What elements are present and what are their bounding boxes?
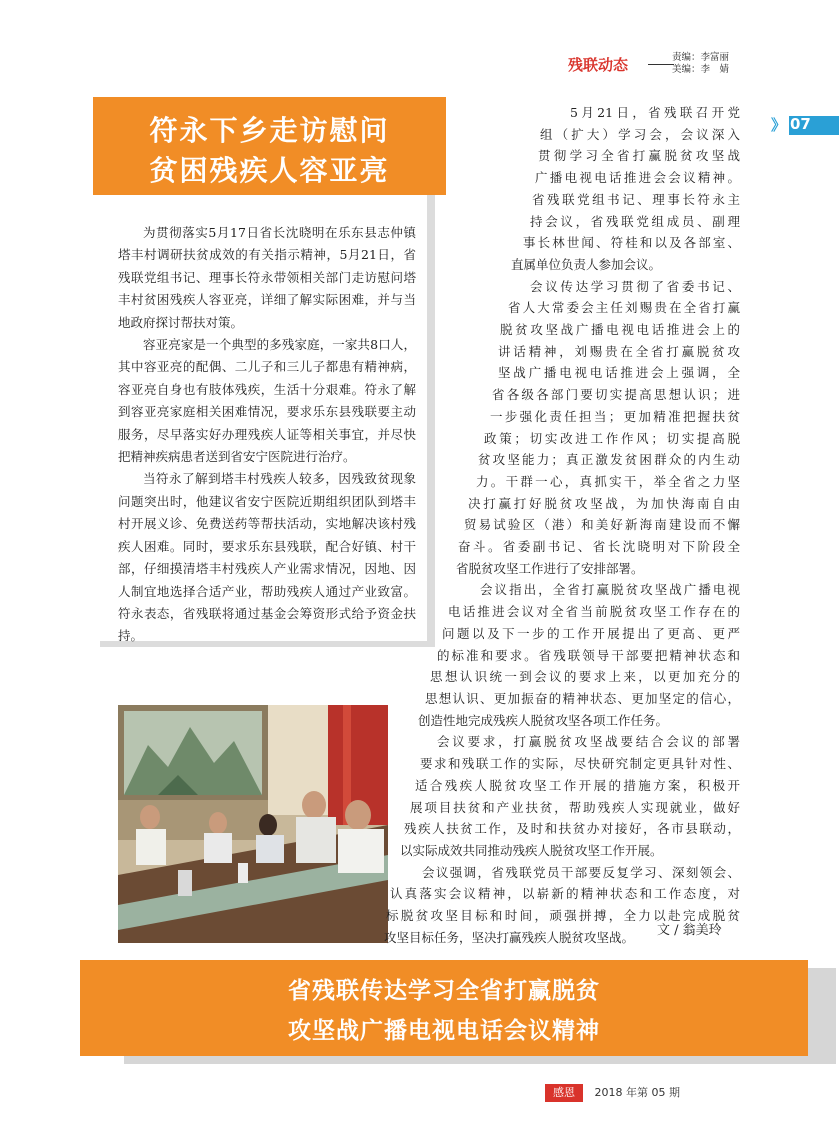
left-paragraph: 当符永了解到塔丰村残疾人较多，因残致贫现象问题突出时，他建议省安宁医院近期组织团队到塔丰村开展义诊、免费送药等帮扶活动，实地解决该村残疾人困难。同时，要求乐东县残联，配合好镇、村干部，仔细摸清塔丰村残疾人产业需求情况，因地、因人制宜地选择合适产业，帮助残疾人通过产业致富。符永表态，省残联将通过基金会筹资形式给予资金扶持。 (118, 471, 416, 644)
right-article-line: 贯彻学习全省打赢脱贫攻坚战 (538, 148, 740, 164)
left-paragraph: 为贯彻落实5月17日省长沈晓明在乐东县志仲镇塔丰村调研扶贫成效的有关指示精神，5月21日，省残联党组书记、理事长符永带领相关部门走访慰问塔丰村贫困残疾人容亚亮，详细了解实际困难，并与当地政府探讨帮扶对策。 (118, 225, 416, 330)
left-title-line-1: 符永下乡走访慰问 (149, 114, 390, 147)
right-article-line: 省残联党组书记、理事长符永主 (532, 191, 740, 207)
issue-number: 2018 年第 05 期 (594, 1086, 680, 1099)
right-article-line: 讲话精神，刘赐贵在全省打赢脱贫攻 (498, 343, 740, 359)
right-article-line: 坚战广播电视电话推进会上强调，全 (498, 365, 740, 381)
right-article-line: 的标准和要求。省残联领导干部要把精神状态和 (437, 647, 740, 663)
right-article-line: 残疾人扶贫工作，及时和扶贫办对接好，各市县联动， (404, 821, 740, 837)
right-article-line: 省人大常委会主任刘赐贵在全省打赢 (508, 300, 740, 316)
editor-credits (672, 52, 729, 76)
right-article-line: 电话推进会议对全省当前脱贫攻坚工作存在的 (448, 604, 740, 620)
right-article-line: 持会议，省残联党组成员、副理 (530, 213, 740, 229)
magazine-logo: 感恩 (545, 1084, 583, 1102)
right-article-line: 认真落实会议精神，以崭新的精神状态和工作态度，对 (390, 886, 740, 902)
right-article-line: 创造性地完成残疾人脱贫攻坚各项工作任务。 (418, 712, 669, 728)
right-article-line: 以实际成效共同推动残疾人脱贫攻坚工作开展。 (400, 842, 663, 858)
right-article-line: 组（扩大）学习会，会议深入 (540, 126, 740, 142)
right-article-line: 会议传达学习贯彻了省委书记、 (530, 278, 740, 294)
page-number: 07 (790, 115, 811, 133)
right-article-line: 脱贫攻坚战广播电视电话推进会上的 (500, 322, 740, 338)
author-credit: 文 / 翁美玲 (657, 923, 722, 938)
meeting-photo (118, 705, 388, 943)
left-title-line-2: 贫困残疾人容亚亮 (149, 154, 390, 187)
right-article-line: 思想认识、更加振奋的精神状态、更加坚定的信心， (425, 690, 740, 706)
right-article-line: 贸易试验区（港）和美好新海南建设而不懈 (464, 517, 740, 533)
banner-title-line-1: 省残联传达学习全省打赢脱贫 (288, 978, 600, 1004)
right-article-line: 省各级各部门要切实提高思想认识；进 (492, 387, 740, 403)
right-article-line: 思想认识统一到会议的要求上来，以更加充分的 (430, 669, 740, 685)
right-article-line: 5月21日，省残联召开党 (570, 105, 740, 120)
right-article-line: 力。干群一心，真抓实干，举全省之力坚 (476, 473, 740, 489)
right-article-line: 直属单位负责人参加会议。 (511, 256, 662, 272)
right-article-line: 广播电视电话推进会会议精神。 (535, 170, 740, 186)
page-header (560, 52, 820, 80)
art-editor-line: 美编：李 婧 (672, 64, 730, 75)
section-name: 残联动态 (568, 56, 629, 74)
editor-line: 责编：李富丽 (672, 52, 730, 63)
right-article-line: 会议强调，省残联党员干部要反复学习、深刻领会、 (422, 864, 740, 880)
left-article-body (118, 222, 416, 648)
right-article-line: 事长林世闻、符桂和以及各部室、 (523, 235, 740, 251)
page-arrow-icon: 》 (771, 116, 787, 134)
right-article-body (380, 102, 740, 948)
right-article-line: 攻坚目标任务，坚决打赢残疾人脱贫攻坚战。 (384, 929, 635, 945)
right-article-line: 会议要求，打赢脱贫攻坚战要结合会议的部署 (437, 734, 740, 750)
right-article-line: 一步强化责任担当；更加精准把握扶贫 (490, 408, 740, 424)
meeting-photo-image (118, 705, 388, 943)
right-article-title-banner (80, 960, 808, 1056)
right-article-line: 问题以及下一步的工作开展提出了更高、更严 (442, 625, 740, 641)
banner-title-line-2: 攻坚战广播电视电话会议精神 (288, 1018, 600, 1044)
left-paragraph: 容亚亮家是一个典型的多残家庭，一家共8口人，其中容亚亮的配偶、二儿子和三儿子都患有精神病，容亚亮自身也有肢体残疾，生活十分艰难。符永了解到容亚亮家庭相关困难情况，要求乐东县残联要主动服务，尽早落实好办理残疾人证等相关事宜，并尽快把精神疾病患者送到省安宁医院进行治疗。 (118, 337, 416, 465)
right-article-line: 会议指出，全省打赢脱贫攻坚战广播电视 (480, 582, 740, 598)
right-article-line: 展项目扶贫和产业扶贫，帮助残疾人实现就业，做好 (410, 799, 740, 815)
right-article-line: 贫攻坚能力；真正激发贫困群众的内生动 (478, 452, 740, 468)
right-article-line: 政策；切实改进工作作风；切实提高脱 (484, 430, 740, 446)
right-article-line: 决打赢打好脱贫攻坚战，为加快海南自由 (468, 495, 740, 511)
right-article-line: 奋斗。省委副书记、省长沈晓明对下阶段全 (458, 539, 740, 555)
right-article-line: 标脱贫攻坚目标和时间，顽强拼搏，全力以赴完成脱贫 (386, 908, 740, 924)
right-article-line: 要求和残联工作的实际，尽快研究制定更具针对性、 (420, 756, 740, 772)
right-article-line: 省脱贫攻坚工作进行了安排部署。 (456, 560, 644, 576)
page-footer (545, 1084, 680, 1102)
right-article-line: 适合残疾人脱贫攻坚工作开展的措施方案，积极开 (415, 777, 740, 793)
header-divider (648, 64, 674, 65)
